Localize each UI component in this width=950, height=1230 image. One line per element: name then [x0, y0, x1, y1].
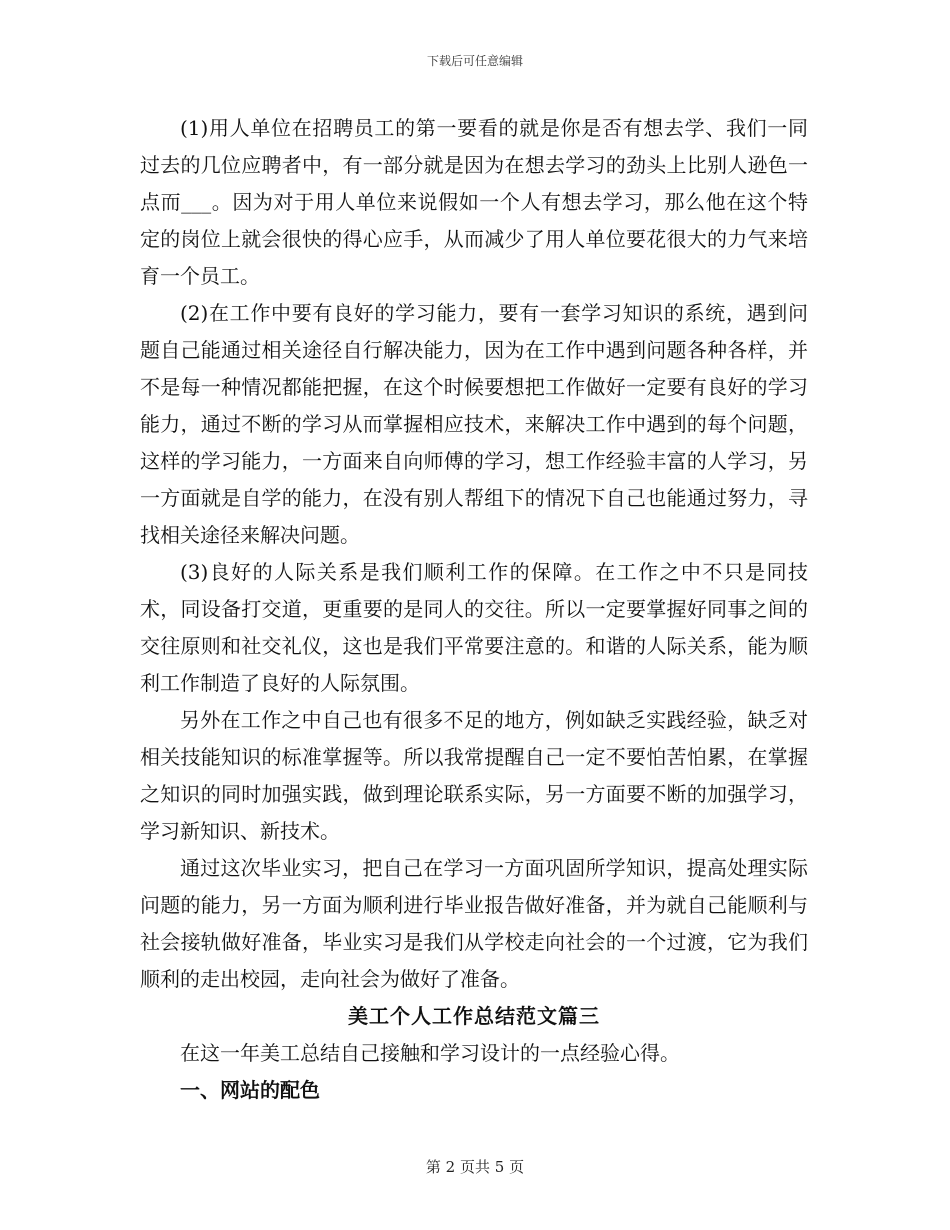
section-title: 美工个人工作总结范文篇三 — [348, 1004, 600, 1028]
subheading: 一、网站的配色 — [180, 1078, 320, 1102]
paragraph-4: 另外在工作之中自己也有很多不足的地方，例如缺乏实践经验，缺乏对相关技能知识的标准掌握等。所以我常提醒自己一定不要怕苦怕累，在掌握之知识的同时加强实践，做到理论联系实际，另一方面要不断的加强学习，学习新知识、新技术。 — [140, 708, 808, 843]
page-header: 下载后可任意编辑 — [426, 54, 523, 68]
paragraph-6: 在这一年美工总结自己接触和学习设计的一点经验心得。 — [180, 1041, 680, 1065]
page-footer: 第 2 页共 5 页 — [425, 1158, 525, 1176]
paragraph-2: (2)在工作中要有良好的学习能力，要有一套学习知识的系统，遇到问题自己能通过相关途径自行解决能力，因为在工作中遇到问题各种各样，并不是每一种情况都能把握，在这个时候要想把工作做好一定要有良好的学习能力，通过不断的学习从而掌握相应技术，来解决工作中遇到的每个问题，这样的学习能力，一方面来自向师傅的学习，想工作经验丰富的人学习，另一方面就是自学的能力，在没有别人帮组下的情况下自己也能通过努力，寻找相关途径来解决问题。 — [140, 301, 808, 547]
document-body — [140, 110, 808, 1109]
paragraph-1: (1)用人单位在招聘员工的第一要看的就是你是否有想去学、我们一同过去的几位应聘者中，有一部分就是因为在想去学习的劲头上比别人逊色一点而___。因为对于用人单位来说假如一个人有想去学习，那么他在这个特定的岗位上就会很快的得心应手，从而减少了用人单位要花很大的力气来培育一个员工。 — [140, 116, 808, 288]
paragraph-3: (3)良好的人际关系是我们顺利工作的保障。在工作之中不只是同技术，同设备打交道，更重要的是同人的交往。所以一定要掌握好同事之间的交往原则和社交礼仪，这也是我们平常要注意的。和谐的人际关系，能为顺利工作制造了良好的人际氛围。 — [140, 560, 808, 695]
paragraph-5: 通过这次毕业实习，把自己在学习一方面巩固所学知识，提高处理实际问题的能力，另一方面为顺利进行毕业报告做好准备，并为就自己能顺利与社会接轨做好准备，毕业实习是我们从学校走向社会的一个过渡，它为我们顺利的走出校园，走向社会为做好了准备。 — [140, 856, 808, 991]
